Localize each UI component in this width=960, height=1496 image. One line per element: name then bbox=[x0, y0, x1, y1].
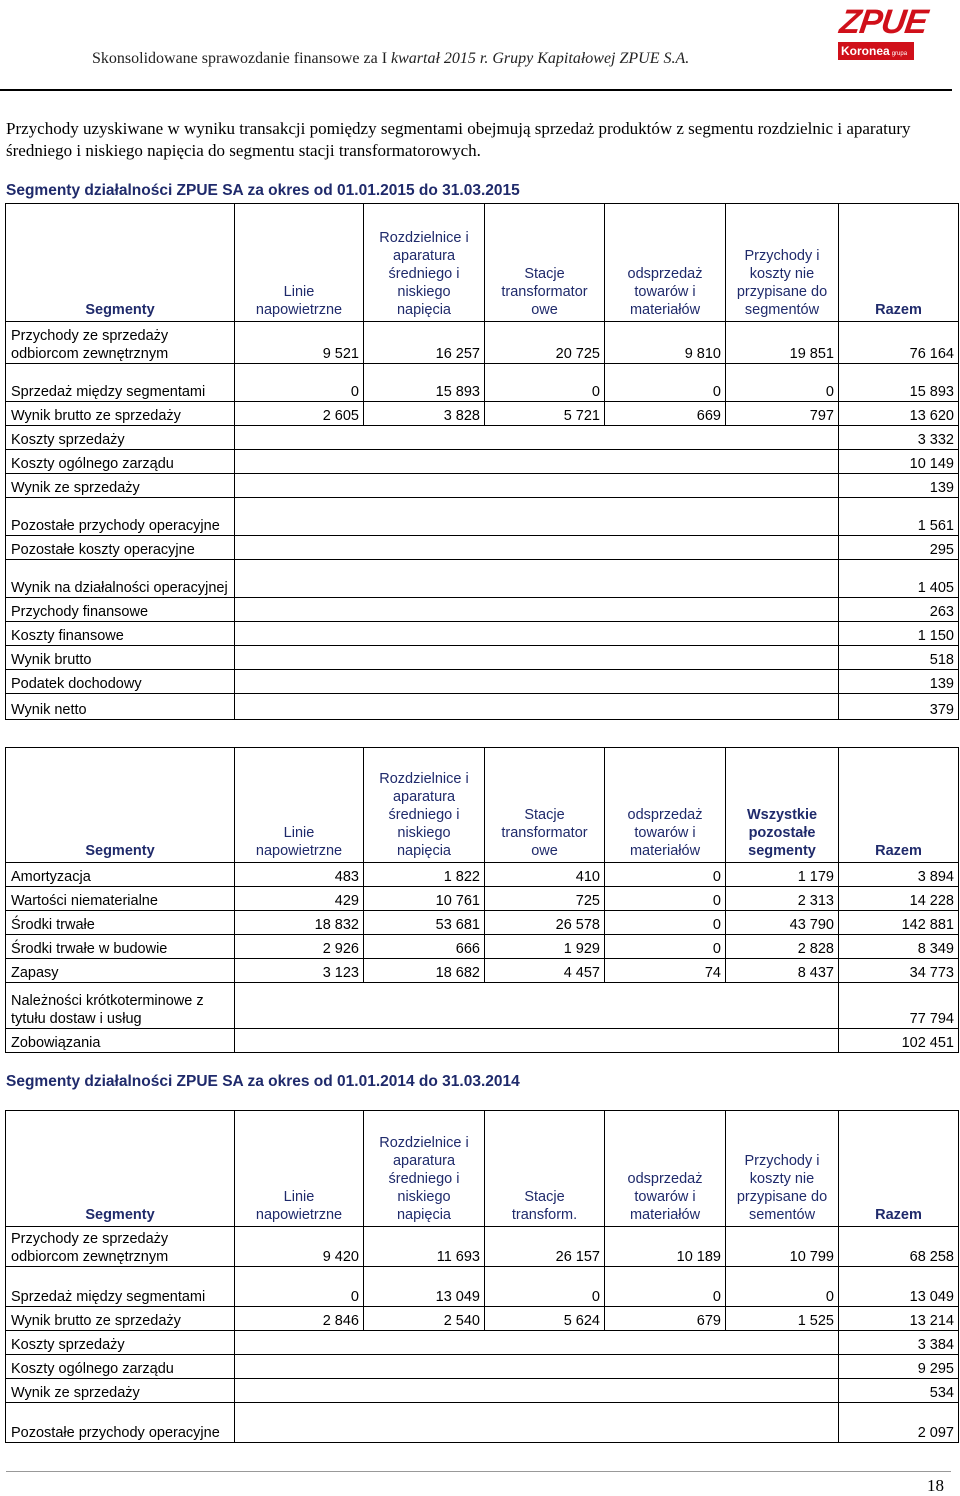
value-cell: 1 179 bbox=[726, 863, 839, 887]
value-cell: 4 457 bbox=[485, 959, 605, 983]
header-rozdzielnice: Rozdzielnice i aparatura średniego i niskiego napięcia bbox=[364, 748, 485, 863]
value-cell: 669 bbox=[605, 402, 726, 426]
value-cell: 19 851 bbox=[726, 322, 839, 364]
table-row bbox=[6, 622, 959, 646]
value-cell: 13 620 bbox=[839, 402, 959, 426]
header-razem: Razem bbox=[839, 1111, 959, 1227]
table-row bbox=[6, 983, 959, 1029]
total-cell: 77 794 bbox=[839, 983, 959, 1029]
table-row bbox=[6, 474, 959, 498]
table-row bbox=[6, 536, 959, 560]
empty-span-cell bbox=[235, 1355, 839, 1379]
company-logo bbox=[837, 2, 930, 64]
value-cell: 18 832 bbox=[235, 911, 364, 935]
value-cell: 68 258 bbox=[839, 1227, 959, 1267]
empty-span-cell bbox=[235, 536, 839, 560]
value-cell: 0 bbox=[605, 911, 726, 935]
header-rozdzielnice: Rozdzielnice i aparatura średniego i niskiego napięcia bbox=[364, 204, 485, 322]
header-segmenty: Segmenty bbox=[6, 1111, 235, 1227]
total-cell: 3 332 bbox=[839, 426, 959, 450]
header-razem: Razem bbox=[839, 204, 959, 322]
total-cell: 139 bbox=[839, 474, 959, 498]
row-label: Wynik na działalności operacyjnej bbox=[6, 560, 235, 598]
empty-span-cell bbox=[235, 498, 839, 536]
value-cell: 26 157 bbox=[485, 1227, 605, 1267]
total-cell: 2 097 bbox=[839, 1403, 959, 1443]
value-cell: 2 605 bbox=[235, 402, 364, 426]
intro-paragraph: Przychody uzyskiwane w wyniku transakcji pomiędzy segmentami obejmują sprzedaż produktów z segmentu rozdzielnic i aparatury średniego i niskiego napięcia do segmentu stacji transformatorowych. bbox=[6, 119, 911, 160]
document-header bbox=[92, 50, 689, 68]
value-cell: 0 bbox=[605, 1267, 726, 1307]
row-label: Zobowiązania bbox=[6, 1029, 235, 1053]
page-number: 18 bbox=[927, 1476, 944, 1495]
value-cell: 9 420 bbox=[235, 1227, 364, 1267]
empty-span-cell bbox=[235, 474, 839, 498]
value-cell: 0 bbox=[605, 863, 726, 887]
header-pozostale: Wszystkie pozostałe segmenty bbox=[726, 748, 839, 863]
header-stacje: Stacje transformator owe bbox=[485, 748, 605, 863]
empty-span-cell bbox=[235, 1379, 839, 1403]
row-label: Pozostałe przychody operacyjne bbox=[6, 1403, 235, 1443]
value-cell: 13 049 bbox=[839, 1267, 959, 1307]
table-row bbox=[6, 1355, 959, 1379]
total-cell: 3 384 bbox=[839, 1331, 959, 1355]
empty-span-cell bbox=[235, 622, 839, 646]
header-segmenty: Segmenty bbox=[6, 204, 235, 322]
header-linie: Linie napowietrzne bbox=[235, 1111, 364, 1227]
value-cell: 0 bbox=[605, 364, 726, 402]
segments-table-2014 bbox=[5, 1110, 959, 1443]
empty-span-cell bbox=[235, 983, 839, 1029]
header-nieprzypisane: Przychody i koszty nie przypisane do sementów bbox=[726, 1111, 839, 1227]
header-linie: Linie napowietrzne bbox=[235, 748, 364, 863]
table-row bbox=[6, 1379, 959, 1403]
value-cell: 0 bbox=[485, 364, 605, 402]
value-cell: 0 bbox=[605, 887, 726, 911]
value-cell: 43 790 bbox=[726, 911, 839, 935]
row-label: Wynik brutto ze sprzedaży bbox=[6, 1307, 235, 1331]
value-cell: 2 828 bbox=[726, 935, 839, 959]
value-cell: 0 bbox=[485, 1267, 605, 1307]
row-label: Wynik ze sprzedaży bbox=[6, 474, 235, 498]
header-stacje: Stacje transformator owe bbox=[485, 204, 605, 322]
value-cell: 53 681 bbox=[364, 911, 485, 935]
value-cell: 8 437 bbox=[726, 959, 839, 983]
header-segmenty: Segmenty bbox=[6, 748, 235, 863]
row-label: Wynik netto bbox=[6, 694, 235, 720]
row-label: Przychody finansowe bbox=[6, 598, 235, 622]
value-cell: 10 799 bbox=[726, 1227, 839, 1267]
row-label: Przychody ze sprzedaży odbiorcom zewnętrznym bbox=[6, 1227, 235, 1267]
value-cell: 3 828 bbox=[364, 402, 485, 426]
total-cell: 379 bbox=[839, 694, 959, 720]
empty-span-cell bbox=[235, 1403, 839, 1443]
header-odsprzedaz: odsprzedaż towarów i materiałów bbox=[605, 204, 726, 322]
value-cell: 15 893 bbox=[364, 364, 485, 402]
value-cell: 797 bbox=[726, 402, 839, 426]
table-row bbox=[6, 911, 959, 935]
header-odsprzedaz: odsprzedaż towarów i materiałów bbox=[605, 1111, 726, 1227]
total-cell: 518 bbox=[839, 646, 959, 670]
table-row bbox=[6, 1029, 959, 1053]
total-cell: 263 bbox=[839, 598, 959, 622]
header-rule bbox=[0, 89, 952, 91]
row-label: Podatek dochodowy bbox=[6, 670, 235, 694]
value-cell: 0 bbox=[726, 364, 839, 402]
value-cell: 74 bbox=[605, 959, 726, 983]
row-label: Koszty sprzedaży bbox=[6, 426, 235, 450]
value-cell: 2 313 bbox=[726, 887, 839, 911]
row-label: Wynik ze sprzedaży bbox=[6, 1379, 235, 1403]
value-cell: 429 bbox=[235, 887, 364, 911]
table-header-row bbox=[6, 748, 959, 863]
row-label: Koszty ogólnego zarządu bbox=[6, 1355, 235, 1379]
empty-span-cell bbox=[235, 694, 839, 720]
value-cell: 20 725 bbox=[485, 322, 605, 364]
logo-group-text: grupa bbox=[891, 51, 908, 57]
table-row bbox=[6, 1331, 959, 1355]
value-cell: 9 521 bbox=[235, 322, 364, 364]
table-header-row bbox=[6, 1111, 959, 1227]
row-label: Sprzedaż między segmentami bbox=[6, 1267, 235, 1307]
table-row bbox=[6, 887, 959, 911]
value-cell: 2 540 bbox=[364, 1307, 485, 1331]
value-cell: 16 257 bbox=[364, 322, 485, 364]
value-cell: 3 123 bbox=[235, 959, 364, 983]
total-cell: 1 150 bbox=[839, 622, 959, 646]
empty-span-cell bbox=[235, 560, 839, 598]
table-row bbox=[6, 1403, 959, 1443]
table-row bbox=[6, 364, 959, 402]
value-cell: 1 929 bbox=[485, 935, 605, 959]
total-cell: 295 bbox=[839, 536, 959, 560]
value-cell: 76 164 bbox=[839, 322, 959, 364]
table-row bbox=[6, 670, 959, 694]
value-cell: 5 721 bbox=[485, 402, 605, 426]
value-cell: 410 bbox=[485, 863, 605, 887]
table-row bbox=[6, 450, 959, 474]
value-cell: 725 bbox=[485, 887, 605, 911]
value-cell: 1 822 bbox=[364, 863, 485, 887]
value-cell: 14 228 bbox=[839, 887, 959, 911]
value-cell: 0 bbox=[726, 1267, 839, 1307]
value-cell: 34 773 bbox=[839, 959, 959, 983]
row-label: Należności krótkoterminowe z tytułu dostaw i usług bbox=[6, 983, 235, 1029]
value-cell: 2 846 bbox=[235, 1307, 364, 1331]
value-cell: 679 bbox=[605, 1307, 726, 1331]
value-cell: 13 049 bbox=[364, 1267, 485, 1307]
header-text-italic: kwartał 2015 r. Grupy Kapitałowej ZPUE S.A. bbox=[391, 50, 690, 67]
row-label: Koszty sprzedaży bbox=[6, 1331, 235, 1355]
value-cell: 8 349 bbox=[839, 935, 959, 959]
table-row bbox=[6, 598, 959, 622]
header-text-part1: Skonsolidowane sprawozdanie finansowe za I bbox=[92, 50, 392, 67]
empty-span-cell bbox=[235, 426, 839, 450]
table-row bbox=[6, 1267, 959, 1307]
row-label: Amortyzacja bbox=[6, 863, 235, 887]
section-title-2015: Segmenty działalności ZPUE SA za okres od 01.01.2015 do 31.03.2015 bbox=[6, 182, 520, 199]
row-label: Środki trwałe w budowie bbox=[6, 935, 235, 959]
row-label: Wartości niematerialne bbox=[6, 887, 235, 911]
logo-zpue-text: ZPUE bbox=[837, 3, 930, 41]
footer-rule bbox=[6, 1471, 951, 1472]
table-row bbox=[6, 1227, 959, 1267]
value-cell: 10 761 bbox=[364, 887, 485, 911]
value-cell: 26 578 bbox=[485, 911, 605, 935]
table-row bbox=[6, 694, 959, 720]
row-label: Wynik brutto bbox=[6, 646, 235, 670]
value-cell: 0 bbox=[235, 1267, 364, 1307]
row-label: Wynik brutto ze sprzedaży bbox=[6, 402, 235, 426]
value-cell: 0 bbox=[235, 364, 364, 402]
value-cell: 18 682 bbox=[364, 959, 485, 983]
table-header-row bbox=[6, 204, 959, 322]
header-nieprzypisane: Przychody i koszty nie przypisane do segmentów bbox=[726, 204, 839, 322]
value-cell: 11 693 bbox=[364, 1227, 485, 1267]
total-cell: 102 451 bbox=[839, 1029, 959, 1053]
empty-span-cell bbox=[235, 450, 839, 474]
total-cell: 139 bbox=[839, 670, 959, 694]
table-row bbox=[6, 426, 959, 450]
logo-koronea-bar bbox=[838, 42, 914, 60]
table-row bbox=[6, 1307, 959, 1331]
row-label: Koszty ogólnego zarządu bbox=[6, 450, 235, 474]
row-label: Środki trwałe bbox=[6, 911, 235, 935]
empty-span-cell bbox=[235, 598, 839, 622]
value-cell: 3 894 bbox=[839, 863, 959, 887]
value-cell: 10 189 bbox=[605, 1227, 726, 1267]
empty-span-cell bbox=[235, 1029, 839, 1053]
section-title-2014: Segmenty działalności ZPUE SA za okres od 01.01.2014 do 31.03.2014 bbox=[6, 1073, 520, 1090]
value-cell: 483 bbox=[235, 863, 364, 887]
row-label: Przychody ze sprzedaży odbiorcom zewnętrznym bbox=[6, 322, 235, 364]
value-cell: 2 926 bbox=[235, 935, 364, 959]
logo-koronea-text: Koronea bbox=[841, 44, 890, 58]
table-row bbox=[6, 863, 959, 887]
table-row bbox=[6, 935, 959, 959]
row-label: Zapasy bbox=[6, 959, 235, 983]
value-cell: 9 810 bbox=[605, 322, 726, 364]
row-label: Sprzedaż między segmentami bbox=[6, 364, 235, 402]
value-cell: 13 214 bbox=[839, 1307, 959, 1331]
value-cell: 0 bbox=[605, 935, 726, 959]
table-row bbox=[6, 402, 959, 426]
row-label: Pozostałe przychody operacyjne bbox=[6, 498, 235, 536]
table-row bbox=[6, 498, 959, 536]
header-rozdzielnice: Rozdzielnice i aparatura średniego i niskiego napięcia bbox=[364, 1111, 485, 1227]
total-cell: 534 bbox=[839, 1379, 959, 1403]
segments-table-2015 bbox=[5, 203, 959, 720]
header-odsprzedaz: odsprzedaż towarów i materiałów bbox=[605, 748, 726, 863]
header-stacje: Stacje transform. bbox=[485, 1111, 605, 1227]
row-label: Pozostałe koszty operacyjne bbox=[6, 536, 235, 560]
total-cell: 9 295 bbox=[839, 1355, 959, 1379]
header-razem: Razem bbox=[839, 748, 959, 863]
table-row bbox=[6, 322, 959, 364]
value-cell: 1 525 bbox=[726, 1307, 839, 1331]
empty-span-cell bbox=[235, 1331, 839, 1355]
value-cell: 142 881 bbox=[839, 911, 959, 935]
row-label: Koszty finansowe bbox=[6, 622, 235, 646]
table-row bbox=[6, 646, 959, 670]
total-cell: 1 561 bbox=[839, 498, 959, 536]
value-cell: 666 bbox=[364, 935, 485, 959]
empty-span-cell bbox=[235, 646, 839, 670]
value-cell: 15 893 bbox=[839, 364, 959, 402]
header-linie: Linie napowietrzne bbox=[235, 204, 364, 322]
total-cell: 1 405 bbox=[839, 560, 959, 598]
empty-span-cell bbox=[235, 670, 839, 694]
total-cell: 10 149 bbox=[839, 450, 959, 474]
table-row bbox=[6, 560, 959, 598]
segments-assets-table bbox=[5, 747, 959, 1053]
table-row bbox=[6, 959, 959, 983]
value-cell: 5 624 bbox=[485, 1307, 605, 1331]
